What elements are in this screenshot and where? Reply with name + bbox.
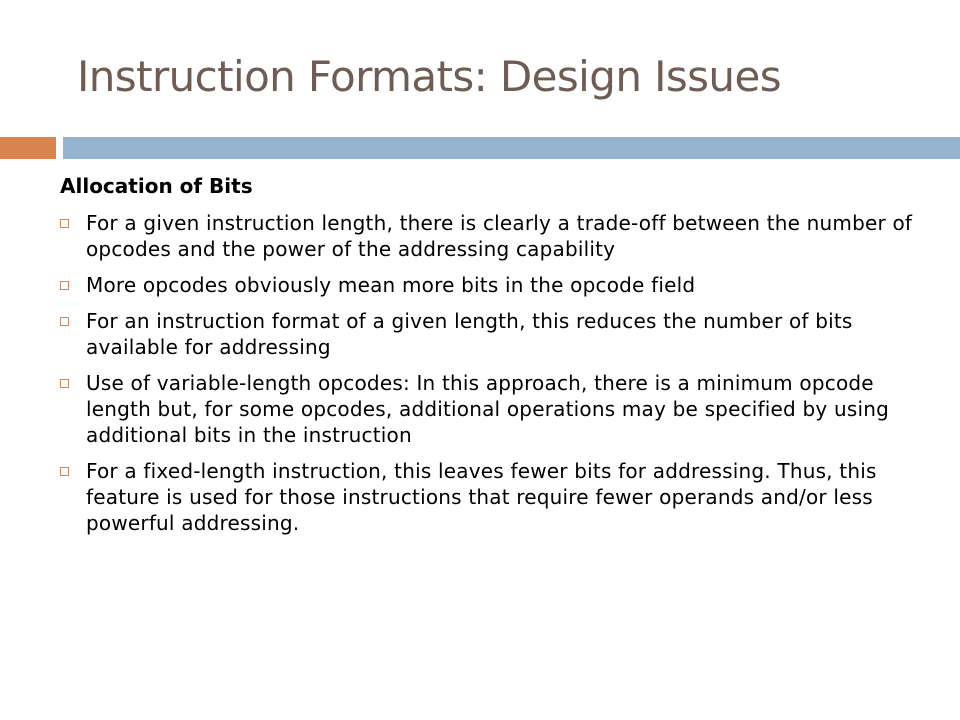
section-heading: Allocation of Bits xyxy=(60,174,253,198)
slide-body xyxy=(60,172,940,546)
hollow-square-icon xyxy=(60,317,69,326)
title-rule-bar xyxy=(63,137,960,159)
bullet-text: For an instruction format of a given length, this reduces the number of bits available for addressing xyxy=(86,309,853,359)
bullet-text: For a fixed-length instruction, this leaves fewer bits for addressing. Thus, this feature is used for those instructions that require fewer operands and/or less powerful addressing. xyxy=(86,459,877,535)
bullet-list xyxy=(60,210,940,536)
bullet-text: Use of variable-length opcodes: In this approach, there is a minimum opcode length but, for some opcodes, additional operations may be specified by using additional bits in the instruction xyxy=(86,371,890,447)
bullet-text: More opcodes obviously mean more bits in the opcode field xyxy=(86,273,696,297)
slide-title: Instruction Formats: Design Issues xyxy=(77,52,781,101)
bullet-item xyxy=(60,370,940,448)
bullet-item xyxy=(60,210,940,262)
hollow-square-icon xyxy=(60,219,69,228)
bullet-item xyxy=(60,458,940,536)
hollow-square-icon xyxy=(60,281,69,290)
bullet-item xyxy=(60,308,940,360)
hollow-square-icon xyxy=(60,467,69,476)
bullet-item xyxy=(60,272,940,298)
title-rule-accent xyxy=(0,137,56,159)
hollow-square-icon xyxy=(60,379,69,388)
bullet-text: For a given instruction length, there is clearly a trade-off between the number of opcodes and the power of the addressing capability xyxy=(86,211,913,261)
